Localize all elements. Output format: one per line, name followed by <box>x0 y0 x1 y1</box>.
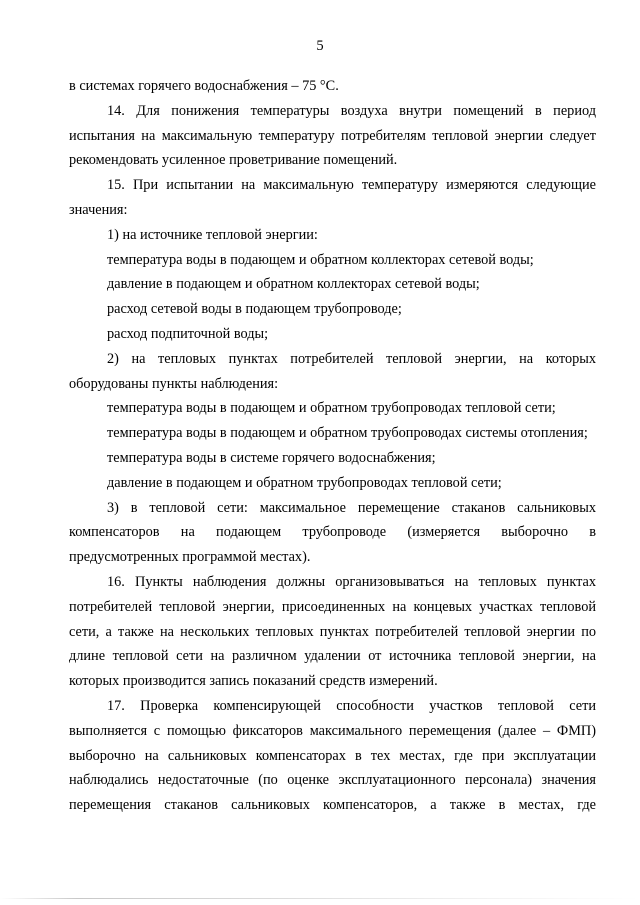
paragraph-14-line: рекомендовать усиленное проветривание помещений. <box>69 152 398 169</box>
paragraph-16-line: длине тепловой сети на различном удалении от источника тепловой энергии, на <box>69 648 596 665</box>
list-subitem: температура воды в подающем и обратном коллекторах сетевой воды; <box>107 251 534 268</box>
paragraph-16-line: потребителей тепловой энергии, присоединенных на концевых участках тепловой <box>69 598 596 615</box>
paragraph-14-line: 14. Для понижения температуры воздуха внутри помещений в период <box>107 102 596 119</box>
paragraph-16-line: сети, а также на нескольких тепловых пунктах потребителей тепловой энергии по <box>69 623 596 640</box>
paragraph-17-line: выборочно на сальниковых компенсаторах в тех местах, где при эксплуатации <box>69 747 596 764</box>
page-number: 5 <box>316 38 324 54</box>
document-body <box>69 74 596 818</box>
list-subitem: расход подпиточной воды; <box>107 325 269 342</box>
paragraph-15-line: значения: <box>69 201 128 218</box>
list-subitem: давление в подающем и обратном трубопроводах тепловой сети; <box>107 474 502 491</box>
paragraph-17-line: 17. Проверка компенсирующей способности участков тепловой сети <box>107 697 596 714</box>
list-item-1: 1) на источнике тепловой энергии: <box>107 226 318 243</box>
paragraph-16-line: которых производится запись показаний средств измерений. <box>69 673 438 690</box>
list-item-3: компенсаторов на подающем трубопроводе (измеряется выборочно в <box>69 524 596 541</box>
paragraph-17-line: перемещения стаканов сальниковых компенсаторов, а также в местах, где <box>69 797 596 814</box>
list-item-3: 3) в тепловой сети: максимальное перемещение стаканов сальниковых <box>107 499 596 516</box>
list-item-3: предусмотренных программой местах). <box>69 549 311 566</box>
list-subitem: температура воды в подающем и обратном трубопроводах системы отопления; <box>107 425 588 442</box>
list-subitem: давление в подающем и обратном коллекторах сетевой воды; <box>107 276 480 293</box>
paragraph-15-line: 15. При испытании на максимальную температуру измеряются следующие <box>107 177 596 194</box>
scan-edge-divider <box>0 898 640 899</box>
list-subitem: расход сетевой воды в подающем трубопроводе; <box>107 301 402 318</box>
paragraph-17-line: наблюдались недостаточные (по оценке эксплуатационного персонала) значения <box>69 772 596 789</box>
paragraph-17-line: выполняется с помощью фиксаторов максимального перемещения (далее – ФМП) <box>69 722 596 739</box>
list-subitem: температура воды в системе горячего водоснабжения; <box>107 449 436 466</box>
list-subitem: температура воды в подающем и обратном трубопроводах тепловой сети; <box>107 400 556 417</box>
text-line: в системах горячего водоснабжения – 75 °С. <box>69 78 339 94</box>
paragraph-14-line: испытания на максимальную температуру потребителям тепловой энергии следует <box>69 127 596 144</box>
paragraph-16-line: 16. Пункты наблюдения должны организовываться на тепловых пунктах <box>107 573 596 590</box>
list-item-2: оборудованы пункты наблюдения: <box>69 375 279 392</box>
list-item-2: 2) на тепловых пунктах потребителей тепловой энергии, на которых <box>107 350 596 367</box>
